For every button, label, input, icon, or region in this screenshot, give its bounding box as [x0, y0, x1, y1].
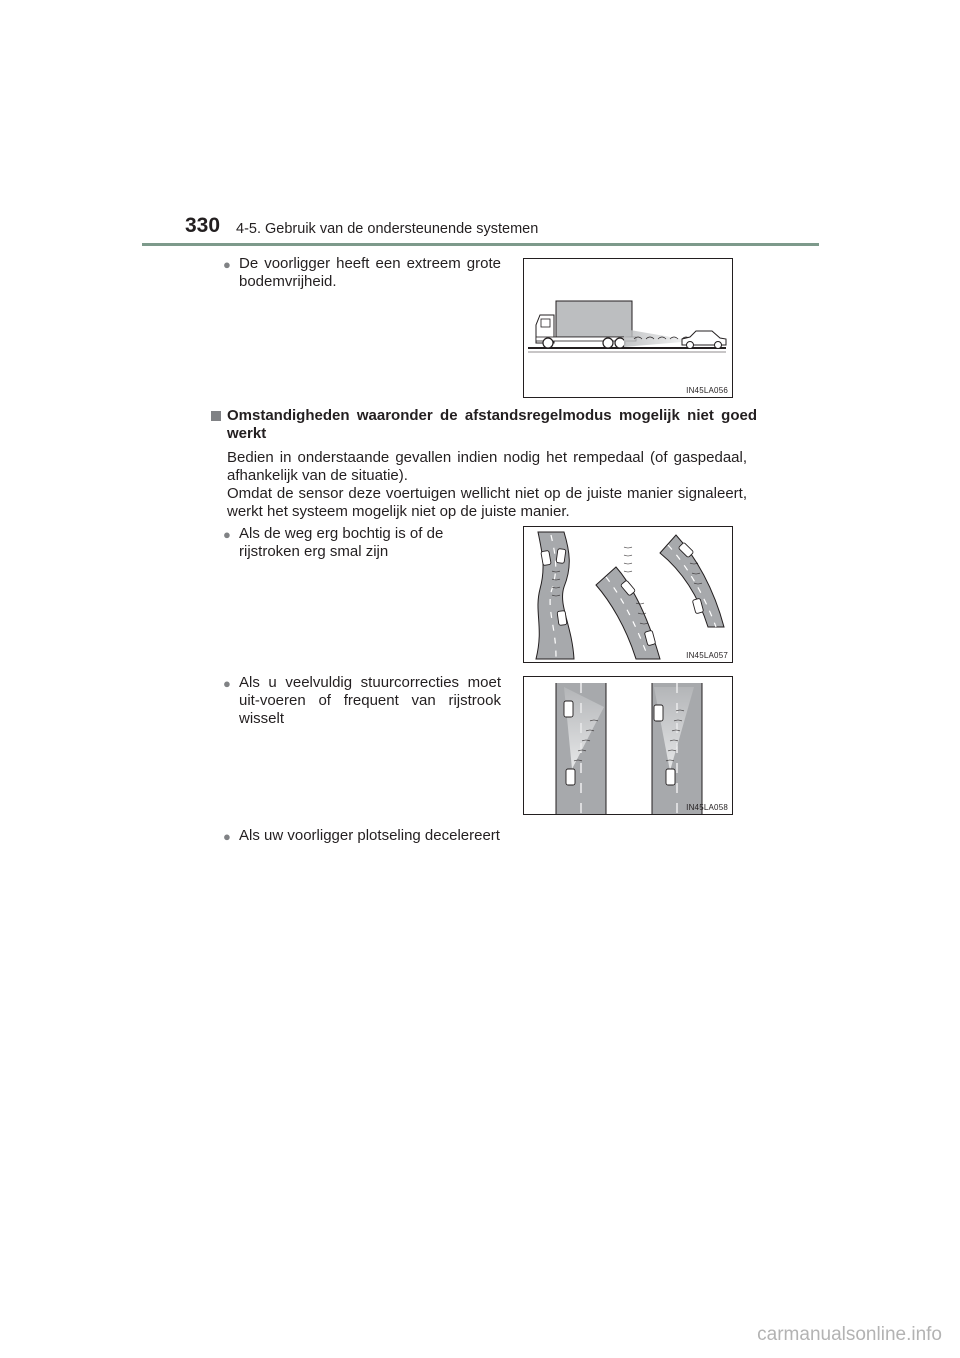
paragraph-sensor: Omdat de sensor deze voertuigen wellicht niet op de juiste manier signaleert, werkt het systeem mogelijk niet op de juiste manier. [227, 485, 747, 520]
square-bullet-icon [211, 411, 221, 421]
bullet-text: Als de weg erg bochtig is of de rijstroken erg smal zijn [239, 525, 444, 560]
bullet-dot-icon: ● [223, 527, 231, 542]
paragraph-pedal: Bedien in onderstaande gevallen indien nodig het rempedaal (of gaspedaal, afhankelijk van de situatie). [227, 449, 747, 484]
section-heading-text: Omstandigheden waaronder de afstandsregelmodus mogelijk niet goed werkt [227, 407, 757, 442]
figure-lane-changes [523, 676, 733, 815]
bullet-dot-icon: ● [223, 257, 231, 272]
watermark: carmanualsonline.info [757, 1324, 942, 1345]
figure-winding-roads [523, 526, 733, 663]
figure-code: IN45LA058 [686, 803, 728, 812]
header-rule [142, 243, 819, 246]
figure-code: IN45LA057 [686, 651, 728, 660]
bullet-dot-icon: ● [223, 829, 231, 844]
bullet-text: Als u veelvuldig stuurcorrecties moet uit-voeren of frequent van rijstrook wisselt [239, 674, 501, 727]
figure-truck-clearance [523, 258, 733, 398]
page-number: 330 [185, 214, 221, 237]
bullet-text: De voorligger heeft een extreem grote bodemvrijheid. [239, 255, 501, 290]
bullet-text: Als uw voorligger plotseling decelereert [239, 827, 500, 844]
section-title: 4-5. Gebruik van de ondersteunende systemen [236, 221, 539, 237]
figure-code: IN45LA056 [686, 386, 728, 395]
bullet-dot-icon: ● [223, 676, 231, 691]
